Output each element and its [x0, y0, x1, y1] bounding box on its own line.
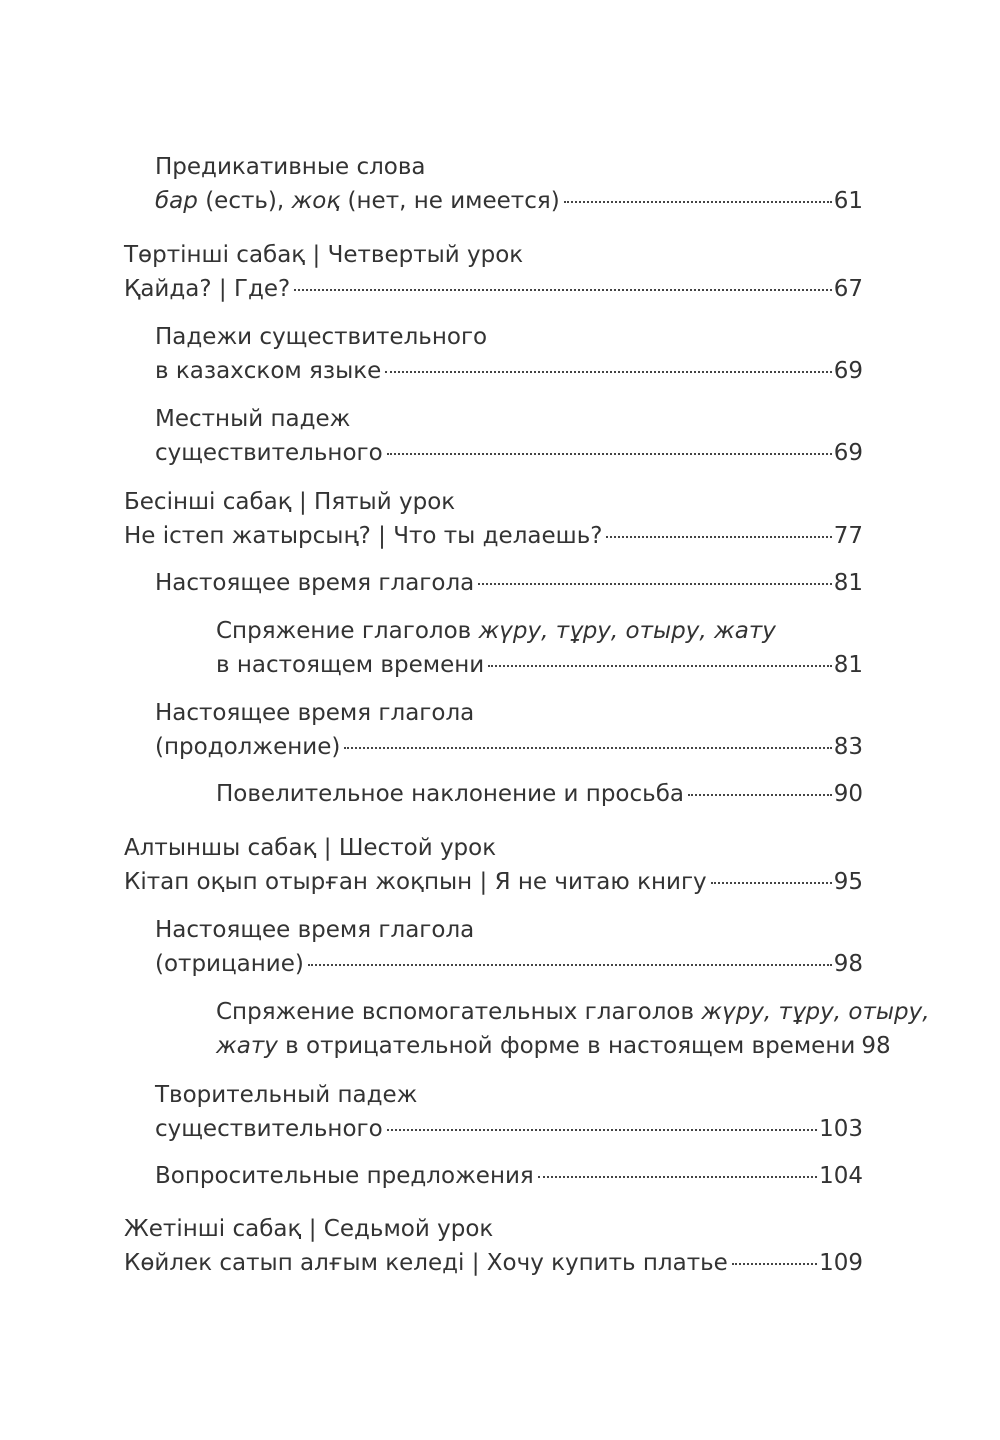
- toc-page-number: 104: [819, 1163, 863, 1189]
- toc-entry-title: [216, 999, 930, 1025]
- toc-entry-line: [124, 485, 863, 519]
- toc-page-number: 83: [833, 734, 863, 760]
- toc-entry-line: [216, 1029, 891, 1063]
- dot-leader: [385, 371, 831, 373]
- toc-entry-line: [155, 150, 863, 184]
- toc-entry-line: [124, 1212, 863, 1246]
- toc-entry-title: [155, 1112, 383, 1146]
- toc-entry-line: [155, 566, 863, 600]
- toc-entry-title: [155, 947, 304, 981]
- dot-leader: [387, 453, 832, 455]
- toc-text-segment: жоқ: [291, 188, 341, 214]
- toc-entry: [155, 566, 863, 600]
- toc-text-segment: Настоящее время глагола: [155, 570, 475, 596]
- toc-entry-line: [155, 354, 863, 388]
- toc-entry: [155, 1078, 863, 1146]
- toc-entry-title: [155, 730, 340, 764]
- toc-text-segment: в отрицательной форме в настоящем времени: [277, 1033, 856, 1059]
- toc-text-segment: Не істеп жатырсың? | Что ты делаешь?: [124, 523, 603, 549]
- dot-leader: [308, 964, 832, 966]
- toc-text-segment: существительного: [155, 1116, 383, 1142]
- toc-entry-line: [155, 730, 863, 764]
- toc-text-segment: в казахском языке: [155, 358, 382, 384]
- toc-text-segment: Спряжение глаголов: [216, 618, 479, 644]
- toc-entry-title: [155, 917, 474, 943]
- toc-entry-line: [155, 402, 863, 436]
- toc-entry: [216, 995, 930, 1063]
- toc-page-number: 103: [819, 1116, 863, 1142]
- toc-entry-title: [155, 436, 383, 470]
- toc-entry: [216, 614, 863, 682]
- toc-entry: [155, 1159, 863, 1193]
- toc-entry-title: [124, 489, 455, 515]
- toc-entry-line: [155, 913, 863, 947]
- toc-entry-line: [124, 238, 863, 272]
- toc-entry-line: [124, 865, 863, 899]
- toc-page-number: 69: [833, 440, 863, 466]
- toc-entry: [155, 150, 863, 218]
- toc-page-number: 98: [861, 1033, 891, 1059]
- toc-entry-line: [124, 831, 863, 865]
- toc-entry-title: [124, 1216, 493, 1242]
- toc-entry-line: [216, 614, 863, 648]
- toc-entry-title: [155, 324, 487, 350]
- toc-text-segment: Бесінші сабақ | Пятый урок: [124, 489, 456, 515]
- toc-entry: [124, 1212, 863, 1280]
- toc-entry-title: [155, 154, 426, 180]
- toc-text-segment: Қайда? | Где?: [124, 276, 291, 302]
- dot-leader: [732, 1263, 817, 1265]
- toc-text-segment: (есть),: [197, 188, 292, 214]
- toc-entry: [155, 320, 863, 388]
- toc-entry: [124, 831, 863, 899]
- toc-page-number: 90: [833, 781, 863, 807]
- toc-entry-line: [155, 696, 863, 730]
- dot-leader: [294, 289, 831, 291]
- toc-text-segment: Төртінші сабақ | Четвертый урок: [124, 242, 524, 268]
- toc-entry-title: [155, 566, 474, 600]
- toc-entry-line: [216, 995, 930, 1029]
- toc-entry-line: [155, 1159, 863, 1193]
- toc-page-number: 61: [833, 188, 863, 214]
- toc-entry-title: [155, 1082, 417, 1108]
- toc-text-segment: Кітап оқып отырған жоқпын | Я не читаю книгу: [124, 869, 707, 895]
- toc-entry-line: [155, 320, 863, 354]
- toc-entry-line: [155, 184, 863, 218]
- toc-entry-title: [124, 242, 523, 268]
- toc-text-segment: (нет, не имеется): [340, 188, 560, 214]
- toc-text-segment: Алтыншы сабақ | Шестой урок: [124, 835, 497, 861]
- toc-entry-line: [155, 436, 863, 470]
- toc-text-segment: существительного: [155, 440, 383, 466]
- toc-text-segment: Творительный падеж: [155, 1082, 418, 1108]
- toc-entry-title: [124, 835, 496, 861]
- toc-page-number: 81: [833, 570, 863, 596]
- toc-page-number: 98: [833, 951, 863, 977]
- toc-entry-title: [216, 777, 684, 811]
- toc-text-segment: Местный падеж: [155, 406, 351, 432]
- toc-page-number: 109: [819, 1250, 863, 1276]
- toc-entry-title: [124, 519, 602, 553]
- toc-entry-title: [124, 272, 290, 306]
- toc-page-number: 69: [833, 358, 863, 384]
- toc-entry-title: [155, 1159, 534, 1193]
- toc-text-segment: Жетінші сабақ | Седьмой урок: [124, 1216, 494, 1242]
- toc-entry-line: [216, 648, 863, 682]
- toc-text-segment: жүру, тұру, отыру, жату: [478, 618, 776, 644]
- toc-entry-line: [124, 519, 863, 553]
- toc-page-number: 81: [833, 652, 863, 678]
- toc-entry-title: [155, 700, 474, 726]
- dot-leader: [344, 747, 831, 749]
- toc-text-segment: жату: [216, 1033, 278, 1059]
- dot-leader: [711, 882, 832, 884]
- toc-text-segment: Настоящее время глагола: [155, 917, 475, 943]
- toc-entry: [124, 238, 863, 306]
- toc-entry: [216, 777, 863, 811]
- toc-entry-title: [216, 618, 776, 644]
- toc-entry-line: [216, 777, 863, 811]
- toc-text-segment: жүру, тұру, отыру,: [701, 999, 930, 1025]
- toc-text-segment: Настоящее время глагола: [155, 700, 475, 726]
- toc-text-segment: Көйлек сатып алғым келеді | Хочу купить платье: [124, 1250, 728, 1276]
- toc-page-number: 95: [833, 869, 863, 895]
- toc-entry-title: [124, 865, 707, 899]
- toc-entry-title: [216, 1029, 855, 1063]
- toc-entry: [155, 696, 863, 764]
- toc-entry-title: [155, 406, 350, 432]
- dot-leader: [478, 583, 831, 585]
- toc-entry-line: [124, 1246, 863, 1280]
- toc-entry: [155, 402, 863, 470]
- toc-entry-line: [155, 1078, 863, 1112]
- toc-entry-title: [155, 354, 381, 388]
- toc-text-segment: Вопросительные предложения: [155, 1163, 534, 1189]
- toc-entry-line: [155, 1112, 863, 1146]
- toc-entry-title: [155, 184, 560, 218]
- dot-leader: [688, 794, 832, 796]
- dot-leader: [606, 536, 831, 538]
- toc-entry-title: [216, 648, 484, 682]
- dot-leader: [564, 201, 832, 203]
- toc-text-segment: Предикативные слова: [155, 154, 426, 180]
- toc-text-segment: бар: [155, 188, 198, 214]
- toc-entry: [124, 485, 863, 553]
- toc-entry: [155, 913, 863, 981]
- toc-entry-line: [124, 272, 863, 306]
- toc-text-segment: (отрицание): [155, 951, 304, 977]
- toc-text-segment: Падежи существительного: [155, 324, 488, 350]
- toc-page-number: 77: [833, 523, 863, 549]
- dot-leader: [387, 1129, 817, 1131]
- toc-text-segment: Спряжение вспомогательных глаголов: [216, 999, 702, 1025]
- dot-leader: [488, 665, 832, 667]
- toc-text-segment: (продолжение): [155, 734, 341, 760]
- toc-text-segment: в настоящем времени: [216, 652, 485, 678]
- toc-page-number: 67: [833, 276, 863, 302]
- dot-leader: [538, 1176, 817, 1178]
- toc-entry-title: [124, 1246, 728, 1280]
- toc-entry-line: [155, 947, 863, 981]
- toc-text-segment: Повелительное наклонение и просьба: [216, 781, 684, 807]
